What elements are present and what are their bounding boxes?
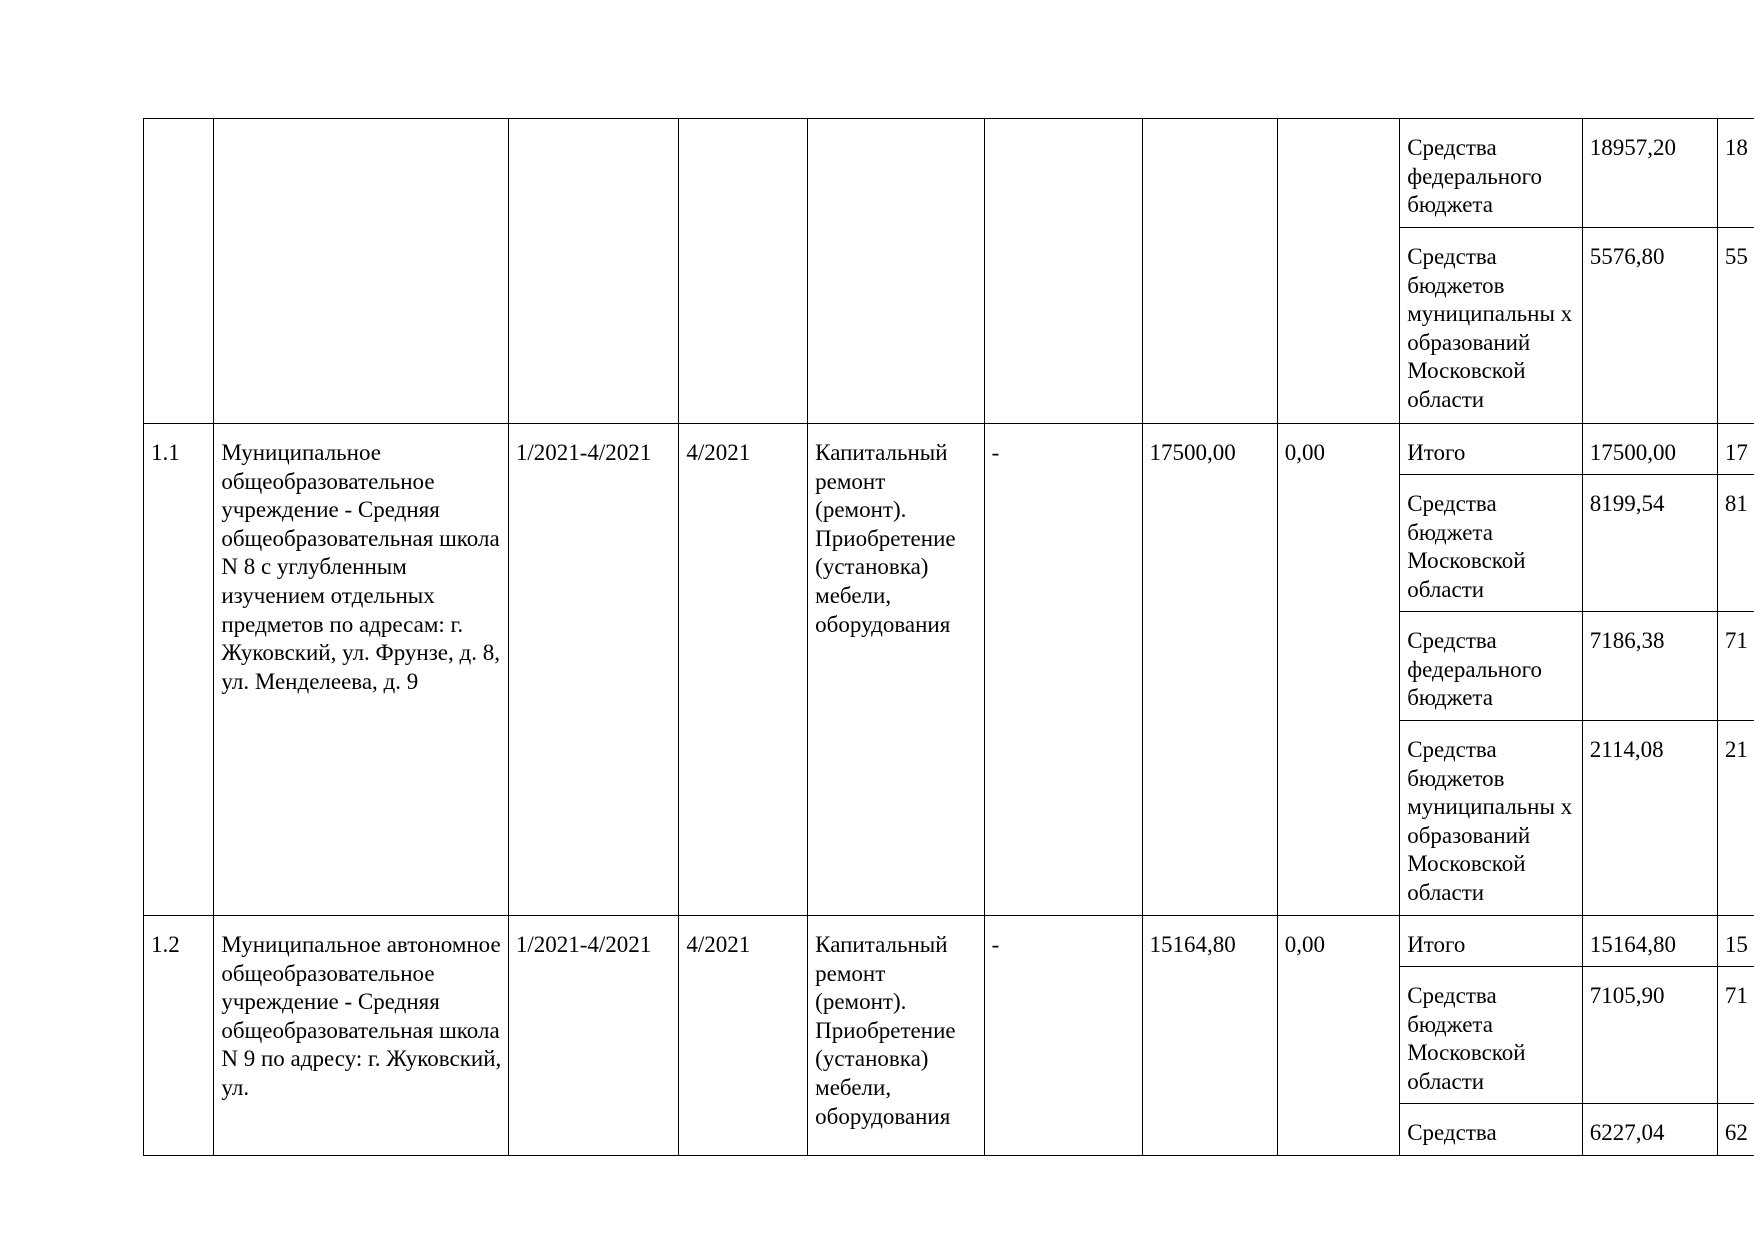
amount-cell — [1582, 916, 1717, 967]
period-value: 1/2021-4/2021 — [515, 932, 652, 957]
funding-source-label: Средства бюджета Московской области — [1407, 491, 1526, 602]
next-amount-cell — [1717, 475, 1754, 612]
amount-cell — [1582, 1104, 1717, 1156]
period-cell — [508, 916, 679, 1156]
funding-source-cell — [1400, 228, 1583, 424]
next-amount-value: 21 — [1724, 737, 1748, 762]
next-amount-cell — [1717, 916, 1754, 967]
table-row — [144, 119, 1754, 228]
amount-cell — [1582, 612, 1717, 721]
total-cost-value: 15164,80 — [1149, 932, 1236, 957]
completion-cell — [679, 424, 808, 916]
next-amount-value: 81 — [1724, 491, 1748, 516]
funding-source-label: Средства бюджетов муниципальны х образований Московской области — [1407, 244, 1573, 412]
work-type-value: Капитальный ремонт (ремонт). Приобретение (установка) мебели, оборудования — [815, 932, 956, 1129]
amount-cell — [1582, 424, 1717, 475]
period-cell — [508, 424, 679, 916]
item-number-cell — [144, 916, 214, 1156]
next-amount-value: 55 — [1724, 244, 1748, 269]
funding-source-cell — [1400, 967, 1583, 1104]
funding-source-cell — [1400, 475, 1583, 612]
amount-value: 6227,04 — [1589, 1120, 1665, 1145]
work-type-cell-empty — [808, 119, 984, 424]
funding-source-cell — [1400, 119, 1583, 228]
amount-value: 18957,20 — [1589, 135, 1676, 160]
completion-value: 4/2021 — [686, 440, 751, 465]
next-amount-cell — [1717, 721, 1754, 916]
next-amount-cell — [1717, 612, 1754, 721]
financed-value: 0,00 — [1284, 932, 1325, 957]
name-cell-empty — [214, 119, 508, 424]
item-number-cell — [144, 424, 214, 916]
number-cell-empty — [144, 119, 214, 424]
item-name: Муниципальное общеобразовательное учреждение - Средняя общеобразовательная школа N 8 с углубленным изучением отдельных предметов по адресам: г. Жуковский, ул. Фрунзе, д. 8, ул. Менделеева, д. 9 — [221, 440, 500, 694]
next-amount-value: 15 — [1724, 932, 1748, 957]
work-type-cell — [808, 916, 984, 1156]
total-cost-cell — [1142, 916, 1277, 1156]
funding-source-cell — [1400, 424, 1583, 475]
amount-cell — [1582, 721, 1717, 916]
amount-value: 2114,08 — [1589, 737, 1664, 762]
next-amount-value: 71 — [1724, 628, 1748, 653]
financed-cell-empty — [1277, 119, 1399, 424]
table-row — [144, 916, 1754, 967]
next-amount-value: 71 — [1724, 983, 1748, 1008]
amount-cell — [1582, 119, 1717, 228]
amount-cell — [1582, 967, 1717, 1104]
dash-value: - — [991, 932, 1000, 957]
total-cost-value: 17500,00 — [1149, 440, 1236, 465]
next-amount-value: 62 — [1724, 1120, 1748, 1145]
financed-cell — [1277, 424, 1399, 916]
amount-value: 7105,90 — [1589, 983, 1665, 1008]
funding-source-cell — [1400, 916, 1583, 967]
funding-source-label: Средства бюджетов муниципальны х образований Московской области — [1407, 737, 1573, 905]
total-cost-cell — [1142, 424, 1277, 916]
amount-value: 5576,80 — [1589, 244, 1665, 269]
item-number: 1.2 — [151, 932, 180, 957]
next-amount-cell — [1717, 424, 1754, 475]
funding-source-label: Итого — [1407, 440, 1466, 465]
next-amount-cell — [1717, 967, 1754, 1104]
work-type-value: Капитальный ремонт (ремонт). Приобретение (установка) мебели, оборудования — [815, 440, 956, 637]
table-row — [144, 424, 1754, 475]
work-type-cell — [808, 424, 984, 916]
dash-cell-empty — [984, 119, 1142, 424]
dash-value: - — [991, 440, 1000, 465]
funding-source-label: Средства федерального бюджета — [1407, 628, 1542, 711]
amount-value: 15164,80 — [1589, 932, 1676, 957]
completion-value: 4/2021 — [686, 932, 751, 957]
item-name-cell — [214, 424, 508, 916]
funding-source-cell — [1400, 1104, 1583, 1156]
amount-cell — [1582, 475, 1717, 612]
financing-table — [143, 118, 1754, 1156]
next-amount-cell — [1717, 119, 1754, 228]
item-name-cell — [214, 916, 508, 1156]
dash-cell — [984, 424, 1142, 916]
completion-cell — [679, 916, 808, 1156]
total-cost-cell-empty — [1142, 119, 1277, 424]
item-name: Муниципальное автономное общеобразовательное учреждение - Средняя общеобразовательная школа N 9 по адресу: г. Жуковский, ул. — [221, 932, 502, 1100]
funding-source-label: Итого — [1407, 932, 1466, 957]
financed-cell — [1277, 916, 1399, 1156]
amount-value: 8199,54 — [1589, 491, 1665, 516]
next-amount-cell — [1717, 1104, 1754, 1156]
amount-value: 17500,00 — [1589, 440, 1676, 465]
financed-value: 0,00 — [1284, 440, 1325, 465]
period-value: 1/2021-4/2021 — [515, 440, 652, 465]
next-amount-value: 17 — [1724, 440, 1748, 465]
amount-cell — [1582, 228, 1717, 424]
next-amount-value: 18 — [1724, 135, 1748, 160]
item-number: 1.1 — [151, 440, 180, 465]
funding-source-cell — [1400, 721, 1583, 916]
funding-source-label: Средства федерального бюджета — [1407, 135, 1542, 218]
next-amount-cell — [1717, 228, 1754, 424]
completion-cell-empty — [679, 119, 808, 424]
amount-value: 7186,38 — [1589, 628, 1665, 653]
period-cell-empty — [508, 119, 679, 424]
funding-source-label: Средства — [1407, 1120, 1497, 1145]
funding-source-cell — [1400, 612, 1583, 721]
funding-source-label: Средства бюджета Московской области — [1407, 983, 1526, 1094]
dash-cell — [984, 916, 1142, 1156]
